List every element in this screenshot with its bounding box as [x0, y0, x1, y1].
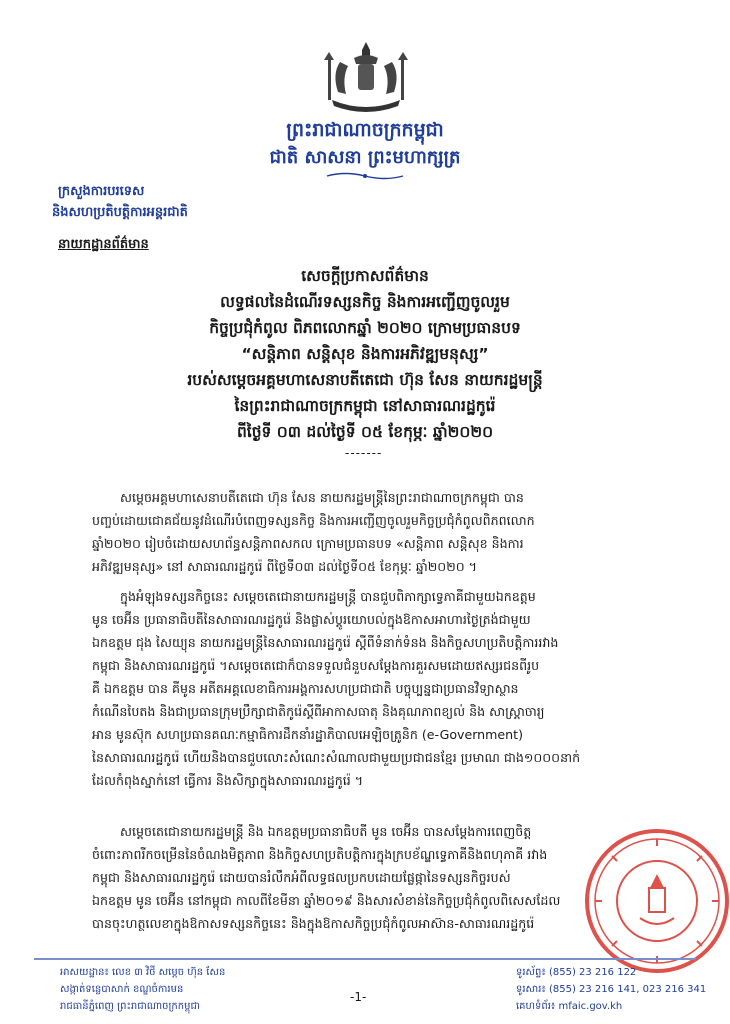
website-link[interactable]: គេហទំព័រ៖ mfaic.gov.kh	[516, 1001, 623, 1012]
paragraph-3-line: សម្តេចតេជោនាយករដ្ឋមន្ត្រី និង ឯកឧត្តមប្រធានាធិបតី មូន ចេអ៊ីន បានសម្តែងការពេញចិត្ត	[120, 824, 532, 839]
paragraph-2-line: អាន មូនស៊ុក សហប្រធានគណៈកម្មាធិការដឹកនាំរដ្ឋាភិបាលអេឡិចត្រូនិក (e-Government)	[92, 727, 524, 742]
paragraph-2	[120, 585, 665, 608]
footer-address	[60, 964, 225, 1015]
paragraph-1-line: សម្តេចអគ្គមហាសេនាបតីតេជោ ហ៊ុន សែន នាយករដ្ឋមន្ត្រីនៃព្រះរាជាណាចក្រកម្ពុជា បាន	[120, 490, 524, 505]
document-title: សេចក្តីប្រកាសព័ត៌មាន	[301, 267, 429, 285]
paragraph-2-line: កំណើនបៃតង និងជាប្រធានក្រុមប្រឹក្សាជាតិកូរ៉េស្តីពីអាកាសធាតុ និងគុណភាពខ្យល់ និង សាស្ត្រាចារ្យ	[92, 704, 545, 719]
national-motto: ជាតិ សាសនា ព្រះមហាក្សត្រ	[269, 147, 461, 168]
paragraph-1-line: អភិវឌ្ឍមនុស្ស» នៅ សាធារណរដ្ឋកូរ៉េ ពីថ្ងៃទី០៣ ដល់ថ្ងៃទី០៥ ខែកុម្ភៈ ឆ្នាំ២០២០ ។	[92, 559, 477, 574]
fax: ទូរសារ៖ (855) 23 216 141, 023 216 341	[516, 984, 707, 995]
paragraph-2-line: នៃសាធារណរដ្ឋកូរ៉េ ហើយនិងបានជួបលោះសំណេះសំណាលជាមួយប្រជាជនខ្មែរ ប្រមាណ ជាង១០០០នាក់	[92, 750, 581, 765]
title-separator: -------	[345, 446, 383, 460]
paragraph-3-line: កម្ពុជា និងសាធារណរដ្ឋកូរ៉េ ដោយបានរំលឹកអំពីលទ្ធផលប្រកបដោយផ្លែផ្កានៃទស្សនកិច្ចរបស់	[92, 870, 511, 885]
paragraph-2-continued	[92, 608, 662, 792]
paragraph-3-continued	[92, 843, 662, 935]
title-line-5: របស់សម្តេចអគ្គមហាសេនាបតីតេជោ ហ៊ុន សែន នាយករដ្ឋមន្ត្រី	[187, 371, 543, 389]
page-number: -1-	[350, 990, 367, 1004]
paragraph-2-line: មូន ចេអ៊ីន ប្រធានាធិបតីនៃសាធារណរដ្ឋកូរ៉េ និងផ្លាស់ប្តូរយោបល់ក្នុងឱកាសអាហារថ្ងៃត្រង់ជាមួយ	[92, 612, 531, 627]
ministry-name-line2: និងសហប្រតិបត្តិការអន្តរជាតិ	[52, 205, 188, 220]
paragraph-3-line: ចំពោះភាពរីកចម្រើននៃចំណងមិត្តភាព និងកិច្ចសហប្រតិបត្តិការក្នុងក្របខ័ណ្ឌទ្វេភាគីនិងពហុភាគី រវាង	[92, 847, 548, 862]
paragraph-2-line: គឺ ឯកឧត្តម បាន គីមូន អតីតអគ្គលេខាធិការអង្គការសហប្រជាជាតិ បច្ចុប្បន្នជាប្រធានវិទ្យាស្ថាន	[92, 681, 519, 696]
decorative-flourish-icon	[325, 171, 405, 181]
ministry-name-line1: ក្រសួងការបរទេស	[58, 184, 145, 199]
paragraph-2-line: ដែលកំពុងស្នាក់នៅ ធ្វើការ និងសិក្សាក្នុងសាធារណរដ្ឋកូរ៉េ ។	[92, 773, 364, 788]
kingdom-name: ព្រះរាជាណាចក្រកម្ពុជា	[286, 119, 444, 141]
title-line-2: លទ្ធផលនៃដំណើរទស្សនកិច្ច និងការអញ្ជើញចូលរួម	[220, 293, 510, 311]
title-line-6: នៃព្រះរាជាណាចក្រកម្ពុជា នៅសាធារណរដ្ឋកូរ៉េ	[234, 397, 496, 415]
title-line-4: “សន្តិភាព សន្តិសុខ និងការអភិវឌ្ឍមនុស្ស”	[241, 345, 489, 363]
royal-coat-of-arms-emblem	[318, 40, 414, 118]
paragraph-2-line: ឯកឧត្តម ជុង សៃយ្យុន នាយករដ្ឋមន្ត្រីនៃសាធារណរដ្ឋកូរ៉េ ស្តីពីទំនាក់ទំនង និងកិច្ចសហប្រតិបត្តិការរវាង	[92, 635, 559, 650]
address-line-3: រាជធានីភ្នំពេញ ព្រះរាជាណាចក្រកម្ពុជា	[60, 1001, 200, 1012]
title-line-3: កិច្ចប្រជុំកំពូល ពិភពលោកឆ្នាំ ២០២០ ក្រោមប្រធានបទ	[209, 319, 521, 337]
paragraph-3-line: បានចុះហត្ថលេខាក្នុងឱកាសទស្សនកិច្ចនេះ និងក្នុងឱកាសកិច្ចប្រជុំកំពូលអាស៊ាន-សាធារណរដ្ឋកូរ៉េ	[92, 916, 535, 931]
paragraph-1-line: ឆ្នាំ២០២០ រៀបចំដោយសហព័ន្ធសន្តិភាពសកល ក្រោមប្រធានបទ «សន្តិភាព សន្តិសុខ និងការ	[92, 536, 524, 551]
department-name: នាយកដ្ឋានព័ត៌មាន	[58, 237, 149, 252]
footer-divider	[34, 958, 696, 960]
telephone: ទូរស័ព្ទ៖ (855) 23 216 122	[516, 967, 637, 978]
paragraph-1-continued	[92, 509, 662, 578]
title-line-7: ពីថ្ងៃទី ០៣ ដល់ថ្ងៃទី ០៥ ខែកុម្ភៈ ឆ្នាំ២០២០	[236, 423, 494, 441]
address-line-1: អាសយដ្ឋាន៖ លេខ ៣ វិថី សម្តេច ហ៊ុន សែន	[60, 967, 226, 978]
address-line-2: សង្កាត់ទន្លេបាសាក់ ខណ្ឌចំការមន	[60, 984, 184, 995]
paragraph-3-line: ឯកឧត្តម មូន ចេអ៊ីន នៅកម្ពុជា កាលពីខែមីនា ឆ្នាំ២០១៩ និងសារសំខាន់នៃកិច្ចប្រជុំកំពូលពិសេសដែល	[92, 893, 561, 908]
paragraph-1	[120, 486, 665, 509]
paragraph-1-line: បញ្ចប់ដោយជោគជ័យនូវដំណើរបំពេញទស្សនកិច្ច និងការអញ្ជើញចូលរួមកិច្ចប្រជុំកំពូលពិភពលោក	[92, 513, 535, 528]
official-seal-stamp	[582, 826, 730, 976]
paragraph-2-line: ក្នុងអំឡុងទស្សនកិច្ចនេះ សម្តេចតេជោនាយករដ្ឋមន្ត្រី បានជួបពិភាក្សាទ្វេភាគីជាមួយឯកឧត្តម	[120, 589, 536, 604]
paragraph-2-line: កម្ពុជា និងសាធារណរដ្ឋកូរ៉េ ។សម្តេចតេជោក៏បានទទួលជំនួបសម្តែងការគួរសមដោយឥស្សរជនពីរូប	[92, 658, 540, 673]
footer-contact	[516, 964, 706, 1015]
